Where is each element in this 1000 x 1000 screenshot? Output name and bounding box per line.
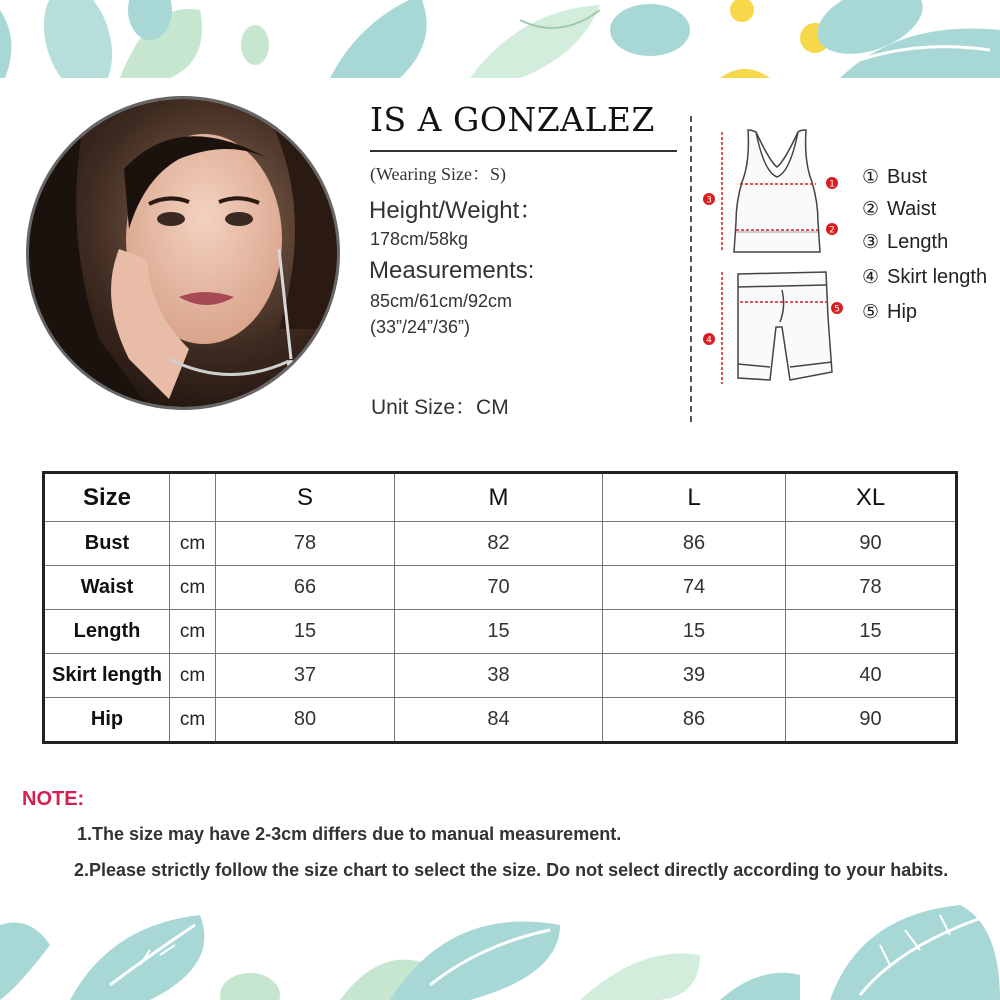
marker-5 <box>831 302 843 315</box>
table-row <box>44 698 957 743</box>
cell-value: 66 <box>216 566 395 610</box>
cell-value: 15 <box>216 610 395 654</box>
height-weight-value: 178cm/58kg <box>370 229 469 249</box>
marker-4 <box>703 333 715 346</box>
legend-label: Hip <box>887 301 918 323</box>
legend-label: Waist <box>887 198 937 220</box>
cell-value: 15 <box>603 610 786 654</box>
note-title: NOTE: <box>22 788 85 810</box>
cell-value: 86 <box>603 698 786 743</box>
header-m: M <box>395 473 603 522</box>
row-unit: cm <box>170 698 216 743</box>
marker-3 <box>703 193 715 206</box>
table-row <box>44 566 957 610</box>
measurements-cm: 85cm/61cm/92cm <box>370 291 513 311</box>
cell-value: 15 <box>395 610 603 654</box>
measurements-inches: (33”/24”/36”) <box>370 317 471 337</box>
decorative-leaf-banner-top <box>0 0 1000 78</box>
table-row <box>44 610 957 654</box>
cell-value: 39 <box>603 654 786 698</box>
wearing-size: (Wearing Size：S) <box>370 164 507 184</box>
cell-value: 78 <box>786 566 957 610</box>
name-underline <box>370 150 677 152</box>
measurements-label: Measurements: <box>369 257 535 284</box>
model-portrait <box>26 96 340 410</box>
legend-item-waist <box>862 198 936 221</box>
svg-text:2: 2 <box>829 225 835 236</box>
row-unit: cm <box>170 610 216 654</box>
header-unit <box>170 473 216 522</box>
row-unit: cm <box>170 566 216 610</box>
unit-size: Unit Size：CM <box>371 396 509 419</box>
cell-value: 84 <box>395 698 603 743</box>
garment-diagram <box>700 122 850 397</box>
row-label: Bust <box>44 522 170 566</box>
marker-2 <box>826 223 838 236</box>
legend-number: ⑤ <box>862 301 880 323</box>
table-row <box>44 522 957 566</box>
height-weight-label: Height/Weight： <box>369 197 544 224</box>
cell-value: 74 <box>603 566 786 610</box>
cell-value: 15 <box>786 610 957 654</box>
cell-value: 70 <box>395 566 603 610</box>
svg-text:5: 5 <box>834 304 840 315</box>
header-size: Size <box>44 473 170 522</box>
model-name: IS A GONZALEZ <box>370 100 655 139</box>
svg-text:1: 1 <box>829 179 835 190</box>
decorative-leaf-banner-bottom <box>0 905 1000 1000</box>
legend-item-skirt-length <box>862 266 987 289</box>
tank-top-drawing <box>734 130 820 252</box>
size-chart-table <box>42 471 958 744</box>
legend-number: ③ <box>862 231 880 253</box>
legend-item-bust <box>862 166 927 189</box>
cell-value: 37 <box>216 654 395 698</box>
svg-text:3: 3 <box>706 195 712 206</box>
cell-value: 40 <box>786 654 957 698</box>
cell-value: 82 <box>395 522 603 566</box>
cell-value: 86 <box>603 522 786 566</box>
note-line-1: 1.The size may have 2-3cm differs due to manual measurement. <box>77 824 622 844</box>
legend-number: ① <box>862 166 880 188</box>
row-unit: cm <box>170 654 216 698</box>
legend-label: Bust <box>887 166 928 188</box>
row-label: Length <box>44 610 170 654</box>
cell-value: 90 <box>786 698 957 743</box>
cell-value: 38 <box>395 654 603 698</box>
cell-value: 78 <box>216 522 395 566</box>
shorts-drawing <box>738 272 832 380</box>
legend-number: ④ <box>862 266 880 288</box>
row-label: Skirt length <box>44 654 170 698</box>
header-s: S <box>216 473 395 522</box>
svg-text:4: 4 <box>706 335 712 346</box>
legend-label: Skirt length <box>887 266 988 288</box>
cell-value: 80 <box>216 698 395 743</box>
header-l: L <box>603 473 786 522</box>
table-header-row <box>44 473 957 522</box>
legend-label: Length <box>887 231 949 253</box>
dashed-divider <box>690 116 692 422</box>
legend-item-length <box>862 231 948 254</box>
row-unit: cm <box>170 522 216 566</box>
cell-value: 90 <box>786 522 957 566</box>
table-row <box>44 654 957 698</box>
row-label: Waist <box>44 566 170 610</box>
legend-item-hip <box>862 301 917 324</box>
legend-number: ② <box>862 198 880 220</box>
note-line-2: 2.Please strictly follow the size chart to select the size. Do not select directly according to your habits. <box>74 860 949 880</box>
row-label: Hip <box>44 698 170 743</box>
header-xl: XL <box>786 473 957 522</box>
marker-1 <box>826 177 838 190</box>
